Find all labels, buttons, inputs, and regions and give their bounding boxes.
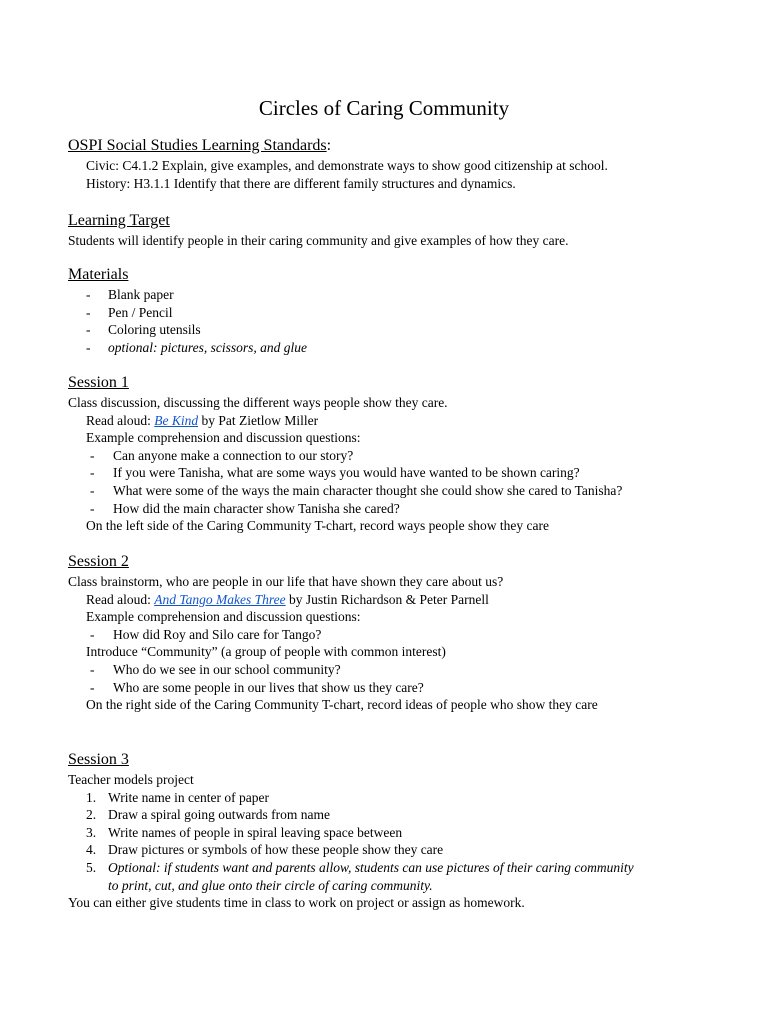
list-item [68,321,728,339]
standards-section [68,136,728,192]
page-title: Circles of Caring Community [258,96,510,120]
bullet-marker: - [86,339,91,355]
session-3-closing: You can either give students time in class to work on project or assign as homework. [68,895,525,911]
step-number: 5. [86,859,97,875]
bullet-marker: - [90,465,95,481]
list-item [68,824,728,842]
step-number: 4. [86,842,97,858]
session-3-heading: Session 3 [68,751,129,768]
session-3-intro: Teacher models project [68,772,194,787]
step-text-continued: to print, cut, and glue onto their circle of caring community. [108,877,433,893]
list-item [68,464,728,482]
standard-history: History: H3.1.1 Identify that there are different family structures and dynamics. [86,175,516,191]
question-text: Can anyone make a connection to our story? [113,447,354,463]
step-text: Write name in center of paper [108,789,269,805]
material-optional: optional: pictures, scissors, and glue [108,339,307,355]
list-item [68,447,728,465]
list-item [68,679,728,697]
question-text: Who do we see in our school community? [113,661,341,677]
step-number: 3. [86,824,97,840]
session-2-questions-label: Example comprehension and discussion questions: [86,609,361,625]
bullet-marker: - [90,500,95,516]
material-blank-paper: Blank paper [108,287,174,302]
question-text: How did the main character show Tanisha she cared? [113,500,400,516]
session-2-intro: Class brainstorm, who are people in our life that have shown they care about us? [68,574,504,589]
materials-heading: Materials [68,266,129,283]
list-item [68,789,728,807]
step-text: Draw pictures or symbols of how these people show they care [108,842,444,858]
book-author: by Justin Richardson & Peter Parnell [285,591,489,607]
material-pen-pencil: Pen / Pencil [108,304,173,320]
read-aloud-label: Read aloud: [86,591,155,607]
session-1-intro: Class discussion, discussing the different ways people show they care. [68,395,448,410]
list-item [68,286,728,304]
step-text: Write names of people in spiral leaving space between [108,824,403,840]
materials-section [68,265,728,356]
book-author: by Pat Zietlow Miller [198,412,319,428]
session-1-questions-label: Example comprehension and discussion questions: [86,430,361,446]
session-1-heading: Session 1 [68,374,129,391]
session-2-introduce: Introduce “Community” (a group of people with common interest) [86,644,446,660]
session-1-section [68,373,728,535]
bullet-marker: - [86,322,91,338]
list-item [68,339,728,357]
learning-target-heading: Learning Target [68,212,170,229]
bullet-marker: - [90,679,95,695]
question-text: If you were Tanisha, what are some ways you would have wanted to be shown caring? [113,465,580,481]
book-link-be-kind[interactable]: Be Kind [154,412,199,428]
bullet-marker: - [86,287,91,302]
read-aloud-label: Read aloud: [86,412,155,428]
session-2-section [68,552,728,714]
step-text: Draw a spiral going outwards from name [108,807,330,823]
session-2-read-aloud [68,591,728,609]
list-item [68,661,728,679]
bullet-marker: - [90,626,95,642]
bullet-marker: - [90,661,95,677]
question-text: What were some of the ways the main character thought she could show she cared to Tanisha? [113,482,623,498]
session-1-closing: On the left side of the Caring Community T-chart, record ways people show they care [86,518,550,534]
bullet-marker: - [86,304,91,320]
list-item [68,482,728,500]
list-item [68,859,728,877]
session-2-heading: Session 2 [68,553,129,570]
standards-heading: OSPI Social Studies Learning Standards [68,137,327,154]
book-link-and-tango-makes-three[interactable]: And Tango Makes Three [154,591,286,607]
learning-target-section [68,211,728,250]
question-text: How did Roy and Silo care for Tango? [113,626,322,642]
bullet-marker: - [90,447,95,463]
list-item [68,626,728,644]
session-1-read-aloud [68,412,728,430]
bullet-marker: - [90,482,95,498]
session-3-section [68,750,728,912]
list-item [68,806,728,824]
step-number: 2. [86,807,97,823]
session-2-closing: On the right side of the Caring Community T-chart, record ideas of people who show they care [86,697,598,713]
standards-heading-wrap [68,136,331,156]
step-text: Optional: if students want and parents allow, students can use pictures of their caring community [108,859,634,875]
list-item [68,304,728,322]
list-item [68,500,728,518]
standard-civic: Civic: C4.1.2 Explain, give examples, and demonstrate ways to show good citizenship at school. [86,158,608,173]
material-coloring: Coloring utensils [108,322,201,338]
list-item [68,841,728,859]
question-text: Who are some people in our lives that show us they care? [113,679,424,695]
step-number: 1. [86,789,97,805]
learning-target-text: Students will identify people in their caring community and give examples of how they care. [68,233,569,248]
standards-heading-colon: : [326,137,332,154]
